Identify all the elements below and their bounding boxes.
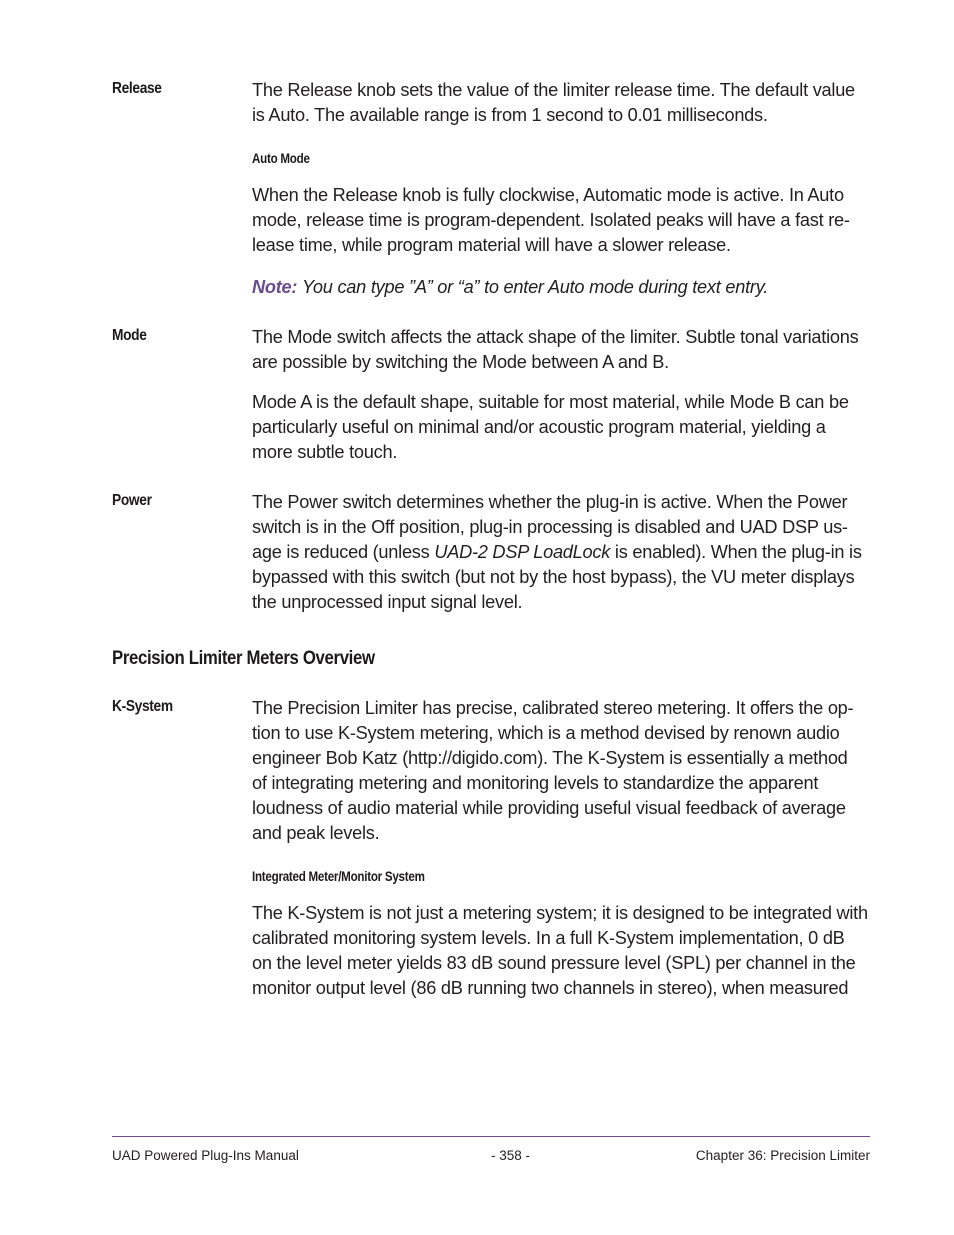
release-paragraph [252, 78, 874, 128]
text-line: switch is in the Off position, plug-in processing is disabled and UAD DSP us- [252, 517, 848, 537]
mode-paragraph-1 [252, 325, 874, 375]
footer-chapter: Chapter 36: Precision Limiter [695, 1148, 870, 1163]
text-line: mode, release time is program-dependent. Isolated peaks will have a fast re- [252, 210, 850, 230]
auto-mode-paragraph [252, 183, 874, 258]
text-line: The Release knob sets the value of the limiter release time. The default value [252, 80, 855, 100]
note-text: You can type ”A” or “a” to enter Auto mode during text entry. [302, 277, 768, 297]
power-term: Power [112, 492, 152, 509]
mode-term: Mode [112, 327, 147, 344]
text-line: engineer Bob Katz (http://digido.com). The K-System is essentially a method [252, 748, 848, 768]
text-line: on the level meter yields 83 dB sound pressure level (SPL) per channel in the [252, 953, 856, 973]
text-line: loudness of audio material while providing useful visual feedback of average [252, 798, 846, 818]
text-line: The Mode switch affects the attack shape of the limiter. Subtle tonal variations [252, 327, 859, 347]
note-label: Note: [252, 277, 298, 297]
text-line: monitor output level (86 dB running two channels in stereo), when measured [252, 978, 849, 998]
section-heading: Precision Limiter Meters Overview [112, 647, 375, 669]
footer-divider [112, 1136, 870, 1137]
text-line: the unprocessed input signal level. [252, 592, 523, 612]
text-line: The Precision Limiter has precise, calibrated stereo metering. It offers the op- [252, 698, 854, 718]
auto-mode-subheading: Auto Mode [252, 151, 310, 166]
integrated-meter-paragraph [252, 901, 874, 1001]
power-paragraph [252, 490, 874, 615]
text-line: particularly useful on minimal and/or acoustic program material, yielding a [252, 417, 826, 437]
text-line: When the Release knob is fully clockwise, Automatic mode is active. In Auto [252, 185, 844, 205]
integrated-meter-subheading: Integrated Meter/Monitor System [252, 869, 425, 884]
ksystem-term: K-System [112, 698, 173, 715]
text-line: is Auto. The available range is from 1 second to 0.01 milliseconds. [252, 105, 768, 125]
mode-paragraph-2 [252, 390, 874, 465]
release-term: Release [112, 80, 162, 97]
note [252, 275, 874, 300]
text-line: The Power switch determines whether the plug-in is active. When the Power [252, 492, 848, 512]
text-line: bypassed with this switch (but not by the host bypass), the VU meter displays [252, 567, 855, 587]
footer-page-number: - 358 - [491, 1148, 531, 1163]
text-line: and peak levels. [252, 823, 380, 843]
ksystem-paragraph [252, 696, 874, 846]
text-line: of integrating metering and monitoring levels to standardize the apparent [252, 773, 819, 793]
text-line: Mode A is the default shape, suitable for most material, while Mode B can be [252, 392, 849, 412]
text-line: age is reduced (unless UAD-2 DSP LoadLock is enabled). When the plug-in is [252, 542, 862, 562]
text-line: more subtle touch. [252, 442, 398, 462]
text-line: lease time, while program material will have a slower release. [252, 235, 731, 255]
footer-manual-title: UAD Powered Plug-Ins Manual [112, 1148, 299, 1163]
text-line: are possible by switching the Mode between A and B. [252, 352, 669, 372]
text-line: calibrated monitoring system levels. In a full K-System implementation, 0 dB [252, 928, 845, 948]
text-line: tion to use K-System metering, which is a method devised by renown audio [252, 723, 840, 743]
dsp-loadlock-reference: UAD-2 DSP LoadLock [434, 542, 611, 562]
text-line: The K-System is not just a metering system; it is designed to be integrated with [252, 903, 868, 923]
